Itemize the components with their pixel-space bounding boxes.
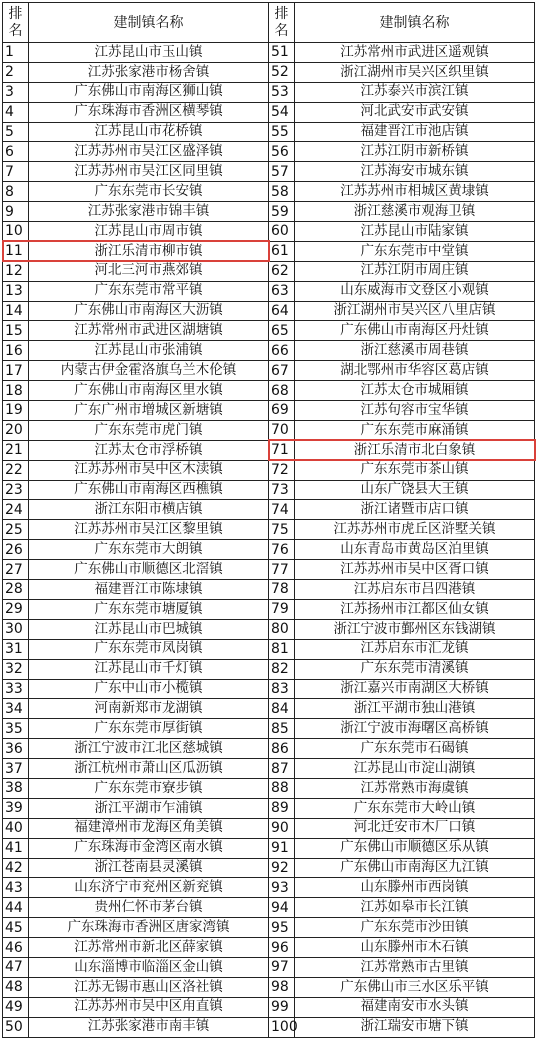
- town-name-cell: 广东珠海市香洲区唐家湾镇: [29, 918, 269, 938]
- rank-cell: 46: [3, 938, 29, 958]
- town-name-cell: 广东东莞市寮步镇: [29, 778, 269, 798]
- table-row: [3, 1017, 535, 1037]
- rank-cell: 55: [269, 122, 295, 142]
- town-name-cell: 广东佛山市南海区丹灶镇: [295, 321, 535, 341]
- rank-header-right: 排名: [269, 3, 295, 43]
- town-name-cell: 江苏常熟市古里镇: [295, 957, 535, 977]
- town-name-cell: 江苏苏州市虎丘区浒墅关镇: [295, 520, 535, 540]
- town-name-cell: 江苏常州市新北区薛家镇: [29, 938, 269, 958]
- town-name-cell: 江苏常州市武进区湖塘镇: [29, 321, 269, 341]
- rank-cell: 71: [269, 440, 295, 460]
- town-name-cell: 广东佛山市南海区里水镇: [29, 381, 269, 401]
- town-name-cell: 河南新郑市龙湖镇: [29, 699, 269, 719]
- rank-cell: 52: [269, 62, 295, 82]
- town-name-cell: 浙江乐清市北白象镇: [295, 440, 535, 460]
- town-name-cell: 广东东莞市大朗镇: [29, 540, 269, 560]
- rank-cell: 15: [3, 321, 29, 341]
- town-name-cell: 浙江慈溪市观海卫镇: [295, 202, 535, 222]
- rank-cell: 59: [269, 202, 295, 222]
- rank-cell: 97: [269, 957, 295, 977]
- table-row: [3, 838, 535, 858]
- town-name-cell: 山东滕州市西岗镇: [295, 878, 535, 898]
- town-name-cell: 广东东莞市长安镇: [29, 182, 269, 202]
- town-name-cell: 浙江平湖市乍浦镇: [29, 798, 269, 818]
- rank-cell: 1: [3, 43, 29, 63]
- town-name-cell: 江苏扬州市江都区仙女镇: [295, 599, 535, 619]
- rank-cell: 51: [269, 43, 295, 63]
- rank-cell: 83: [269, 679, 295, 699]
- rank-cell: 39: [3, 798, 29, 818]
- rank-cell: 47: [3, 957, 29, 977]
- town-name-cell: 广东东莞市虎门镇: [29, 420, 269, 440]
- town-name-cell: 江苏苏州市相城区黄埭镇: [295, 182, 535, 202]
- table-row: [3, 162, 535, 182]
- table-row: [3, 918, 535, 938]
- town-name-cell: 浙江慈溪市周巷镇: [295, 341, 535, 361]
- town-name-cell: 山东威海市文登区小观镇: [295, 281, 535, 301]
- town-name-cell: 广东东莞市沙田镇: [295, 918, 535, 938]
- town-name-cell: 浙江宁波市海曙区高桥镇: [295, 719, 535, 739]
- rank-cell: 3: [3, 82, 29, 102]
- rank-cell: 86: [269, 739, 295, 759]
- rank-cell: 62: [269, 261, 295, 281]
- town-name-cell: 广东佛山市南海区九江镇: [295, 858, 535, 878]
- town-name-cell: 江苏苏州市吴中区木渎镇: [29, 460, 269, 480]
- rank-cell: 65: [269, 321, 295, 341]
- table-row: [3, 440, 535, 460]
- rank-cell: 44: [3, 898, 29, 918]
- rank-cell: 60: [269, 222, 295, 242]
- town-name-cell: 江苏常熟市海虞镇: [295, 778, 535, 798]
- town-name-cell: 江苏苏州市吴江区黎里镇: [29, 520, 269, 540]
- town-name-cell: 广东东莞市塘厦镇: [29, 599, 269, 619]
- table-row: [3, 401, 535, 421]
- rank-cell: 98: [269, 977, 295, 997]
- rank-cell: 61: [269, 241, 295, 261]
- rank-cell: 100: [269, 1017, 295, 1037]
- table-row: [3, 719, 535, 739]
- table-row: [3, 938, 535, 958]
- rank-cell: 33: [3, 679, 29, 699]
- town-name-cell: 江苏昆山市陆家镇: [295, 222, 535, 242]
- rank-cell: 34: [3, 699, 29, 719]
- table-row: [3, 560, 535, 580]
- rank-cell: 92: [269, 858, 295, 878]
- table-row: [3, 43, 535, 63]
- town-name-cell: 江苏昆山市玉山镇: [29, 43, 269, 63]
- rank-cell: 82: [269, 659, 295, 679]
- rank-cell: 90: [269, 818, 295, 838]
- rank-cell: 79: [269, 599, 295, 619]
- town-name-cell: 江苏泰兴市滨江镇: [295, 82, 535, 102]
- rank-header-left: 排名: [3, 3, 29, 43]
- rank-cell: 63: [269, 281, 295, 301]
- rank-cell: 20: [3, 420, 29, 440]
- town-name-cell: 山东青岛市黄岛区泊里镇: [295, 540, 535, 560]
- rank-cell: 29: [3, 599, 29, 619]
- rank-cell: 70: [269, 420, 295, 440]
- town-name-cell: 广东东莞市常平镇: [29, 281, 269, 301]
- table-row: [3, 619, 535, 639]
- table-row: [3, 321, 535, 341]
- rank-cell: 54: [269, 102, 295, 122]
- rank-cell: 11: [3, 241, 29, 261]
- town-name-cell: 广东珠海市香洲区横琴镇: [29, 102, 269, 122]
- town-name-cell: 浙江乐清市柳市镇: [29, 241, 269, 261]
- table-row: [3, 142, 535, 162]
- town-name-cell: 江苏张家港市杨舍镇: [29, 62, 269, 82]
- rank-cell: 24: [3, 500, 29, 520]
- town-name-cell: 广东佛山市南海区狮山镇: [29, 82, 269, 102]
- rank-cell: 48: [3, 977, 29, 997]
- town-name-cell: 广东中山市小榄镇: [29, 679, 269, 699]
- town-name-cell: 江苏昆山市巴城镇: [29, 619, 269, 639]
- town-name-cell: 河北迁安市木厂口镇: [295, 818, 535, 838]
- rank-cell: 84: [269, 699, 295, 719]
- town-name-cell: 江苏太仓市浮桥镇: [29, 440, 269, 460]
- town-name-cell: 浙江嘉兴市南湖区大桥镇: [295, 679, 535, 699]
- table-row: [3, 739, 535, 759]
- town-name-cell: 福建晋江市池店镇: [295, 122, 535, 142]
- rank-cell: 53: [269, 82, 295, 102]
- town-name-cell: 内蒙古伊金霍洛旗乌兰木伦镇: [29, 361, 269, 381]
- rank-cell: 19: [3, 401, 29, 421]
- table-row: [3, 500, 535, 520]
- town-name-cell: 福建晋江市陈埭镇: [29, 580, 269, 600]
- rank-cell: 57: [269, 162, 295, 182]
- town-name-cell: 山东淄博市临淄区金山镇: [29, 957, 269, 977]
- rank-cell: 99: [269, 997, 295, 1017]
- town-name-cell: 福建南安市水头镇: [295, 997, 535, 1017]
- rank-cell: 75: [269, 520, 295, 540]
- town-name-cell: 江苏昆山市千灯镇: [29, 659, 269, 679]
- town-name-cell: 山东滕州市木石镇: [295, 938, 535, 958]
- rank-cell: 88: [269, 778, 295, 798]
- town-name-cell: 福建漳州市龙海区角美镇: [29, 818, 269, 838]
- rank-cell: 67: [269, 361, 295, 381]
- name-header-right: 建制镇名称: [295, 3, 535, 43]
- town-name-cell: 广东东莞市茶山镇: [295, 460, 535, 480]
- rank-cell: 91: [269, 838, 295, 858]
- rank-cell: 80: [269, 619, 295, 639]
- rank-cell: 37: [3, 759, 29, 779]
- table-row: [3, 997, 535, 1017]
- town-name-cell: 浙江瑞安市塘下镇: [295, 1017, 535, 1037]
- town-name-cell: 浙江宁波市鄞州区东钱湖镇: [295, 619, 535, 639]
- table-row: [3, 381, 535, 401]
- town-name-cell: 广东东莞市麻涌镇: [295, 420, 535, 440]
- table-row: [3, 301, 535, 321]
- town-name-cell: 浙江平湖市独山港镇: [295, 699, 535, 719]
- rank-cell: 95: [269, 918, 295, 938]
- town-name-cell: 广东东莞市厚街镇: [29, 719, 269, 739]
- rank-cell: 17: [3, 361, 29, 381]
- rank-cell: 22: [3, 460, 29, 480]
- rank-cell: 28: [3, 580, 29, 600]
- town-name-cell: 广东广州市增城区新塘镇: [29, 401, 269, 421]
- rank-cell: 64: [269, 301, 295, 321]
- table-row: [3, 759, 535, 779]
- rank-cell: 6: [3, 142, 29, 162]
- table-row: [3, 241, 535, 261]
- town-name-cell: 广东佛山市顺德区北滘镇: [29, 560, 269, 580]
- table-row: [3, 82, 535, 102]
- rank-cell: 12: [3, 261, 29, 281]
- table-row: [3, 679, 535, 699]
- rank-cell: 7: [3, 162, 29, 182]
- town-name-cell: 江苏昆山市花桥镇: [29, 122, 269, 142]
- header-row: [3, 3, 535, 43]
- town-name-cell: 江苏昆山市周市镇: [29, 222, 269, 242]
- town-name-cell: 江苏江阴市周庄镇: [295, 261, 535, 281]
- rank-cell: 77: [269, 560, 295, 580]
- table-row: [3, 699, 535, 719]
- town-name-cell: 广东东莞市中堂镇: [295, 241, 535, 261]
- town-name-cell: 江苏常州市武进区遥观镇: [295, 43, 535, 63]
- rank-cell: 25: [3, 520, 29, 540]
- town-name-cell: 江苏张家港市南丰镇: [29, 1017, 269, 1037]
- rank-cell: 5: [3, 122, 29, 142]
- town-name-cell: 河北武安市武安镇: [295, 102, 535, 122]
- town-name-cell: 浙江东阳市横店镇: [29, 500, 269, 520]
- rank-cell: 69: [269, 401, 295, 421]
- rank-cell: 73: [269, 480, 295, 500]
- town-name-cell: 浙江诸暨市店口镇: [295, 500, 535, 520]
- town-name-cell: 广东东莞市石碣镇: [295, 739, 535, 759]
- table-row: [3, 778, 535, 798]
- rank-cell: 27: [3, 560, 29, 580]
- town-name-cell: 广东佛山市南海区大沥镇: [29, 301, 269, 321]
- rank-cell: 76: [269, 540, 295, 560]
- town-name-cell: 江苏海安市城东镇: [295, 162, 535, 182]
- town-name-cell: 江苏句容市宝华镇: [295, 401, 535, 421]
- town-name-cell: 贵州仁怀市茅台镇: [29, 898, 269, 918]
- town-name-cell: 浙江杭州市萧山区瓜沥镇: [29, 759, 269, 779]
- rank-cell: 68: [269, 381, 295, 401]
- town-name-cell: 湖北鄂州市华容区葛店镇: [295, 361, 535, 381]
- rank-cell: 23: [3, 480, 29, 500]
- town-name-cell: 广东佛山市南海区西樵镇: [29, 480, 269, 500]
- town-name-cell: 江苏苏州市吴江区同里镇: [29, 162, 269, 182]
- town-name-cell: 浙江湖州市吴兴区织里镇: [295, 62, 535, 82]
- table-row: [3, 540, 535, 560]
- rank-cell: 43: [3, 878, 29, 898]
- rank-cell: 50: [3, 1017, 29, 1037]
- rank-cell: 81: [269, 639, 295, 659]
- rank-cell: 66: [269, 341, 295, 361]
- table-row: [3, 361, 535, 381]
- rank-cell: 87: [269, 759, 295, 779]
- table-row: [3, 261, 535, 281]
- town-name-cell: 浙江苍南县灵溪镇: [29, 858, 269, 878]
- table-row: [3, 420, 535, 440]
- table-row: [3, 62, 535, 82]
- town-name-cell: 江苏如皋市长江镇: [295, 898, 535, 918]
- town-name-cell: 江苏苏州市吴中区甪直镇: [29, 997, 269, 1017]
- rank-cell: 14: [3, 301, 29, 321]
- rank-cell: 41: [3, 838, 29, 858]
- town-name-cell: 广东东莞市清溪镇: [295, 659, 535, 679]
- table-row: [3, 202, 535, 222]
- town-name-cell: 江苏太仓市城厢镇: [295, 381, 535, 401]
- table-row: [3, 898, 535, 918]
- rank-cell: 72: [269, 460, 295, 480]
- rank-cell: 78: [269, 580, 295, 600]
- rank-cell: 21: [3, 440, 29, 460]
- name-header-left: 建制镇名称: [29, 3, 269, 43]
- rank-cell: 30: [3, 619, 29, 639]
- town-name-cell: 河北三河市燕郊镇: [29, 261, 269, 281]
- town-name-cell: 广东佛山市三水区乐平镇: [295, 977, 535, 997]
- rank-cell: 56: [269, 142, 295, 162]
- rank-cell: 74: [269, 500, 295, 520]
- town-name-cell: 江苏江阴市新桥镇: [295, 142, 535, 162]
- table-row: [3, 818, 535, 838]
- town-name-cell: 江苏张家港市锦丰镇: [29, 202, 269, 222]
- table-row: [3, 281, 535, 301]
- table-row: [3, 480, 535, 500]
- town-name-cell: 浙江湖州市吴兴区八里店镇: [295, 301, 535, 321]
- town-name-cell: 山东济宁市兖州区新兖镇: [29, 878, 269, 898]
- table-row: [3, 222, 535, 242]
- town-name-cell: 山东广饶县大王镇: [295, 480, 535, 500]
- table-row: [3, 977, 535, 997]
- table-row: [3, 957, 535, 977]
- town-name-cell: 江苏苏州市吴中区胥口镇: [295, 560, 535, 580]
- rank-cell: 45: [3, 918, 29, 938]
- town-name-cell: 广东佛山市顺德区乐从镇: [295, 838, 535, 858]
- table-row: [3, 182, 535, 202]
- rank-cell: 31: [3, 639, 29, 659]
- town-name-cell: 浙江宁波市江北区慈城镇: [29, 739, 269, 759]
- rank-cell: 93: [269, 878, 295, 898]
- table-row: [3, 102, 535, 122]
- rank-cell: 9: [3, 202, 29, 222]
- rank-cell: 94: [269, 898, 295, 918]
- town-name-cell: 江苏昆山市张浦镇: [29, 341, 269, 361]
- rank-cell: 13: [3, 281, 29, 301]
- rank-cell: 40: [3, 818, 29, 838]
- town-name-cell: 江苏启东市吕四港镇: [295, 580, 535, 600]
- table-row: [3, 798, 535, 818]
- table-row: [3, 460, 535, 480]
- table-row: [3, 520, 535, 540]
- rank-cell: 36: [3, 739, 29, 759]
- table-row: [3, 341, 535, 361]
- rank-cell: 8: [3, 182, 29, 202]
- table-row: [3, 580, 535, 600]
- rank-cell: 96: [269, 938, 295, 958]
- rank-cell: 58: [269, 182, 295, 202]
- table-row: [3, 122, 535, 142]
- rank-cell: 35: [3, 719, 29, 739]
- town-name-cell: 广东珠海市金湾区南水镇: [29, 838, 269, 858]
- rank-cell: 10: [3, 222, 29, 242]
- town-name-cell: 广东东莞市大岭山镇: [295, 798, 535, 818]
- rank-cell: 89: [269, 798, 295, 818]
- rank-cell: 85: [269, 719, 295, 739]
- table-row: [3, 639, 535, 659]
- rank-cell: 18: [3, 381, 29, 401]
- town-name-cell: 江苏启东市汇龙镇: [295, 639, 535, 659]
- table-row: [3, 858, 535, 878]
- rank-cell: 26: [3, 540, 29, 560]
- rank-cell: 2: [3, 62, 29, 82]
- rank-cell: 49: [3, 997, 29, 1017]
- ranking-table: [2, 2, 535, 1038]
- table-row: [3, 599, 535, 619]
- town-name-cell: 江苏苏州市吴江区盛泽镇: [29, 142, 269, 162]
- rank-cell: 16: [3, 341, 29, 361]
- town-name-cell: 江苏昆山市淀山湖镇: [295, 759, 535, 779]
- town-name-cell: 江苏无锡市惠山区洛社镇: [29, 977, 269, 997]
- table-row: [3, 659, 535, 679]
- table-row: [3, 878, 535, 898]
- rank-cell: 38: [3, 778, 29, 798]
- rank-cell: 4: [3, 102, 29, 122]
- town-name-cell: 广东东莞市凤岗镇: [29, 639, 269, 659]
- rank-cell: 32: [3, 659, 29, 679]
- rank-cell: 42: [3, 858, 29, 878]
